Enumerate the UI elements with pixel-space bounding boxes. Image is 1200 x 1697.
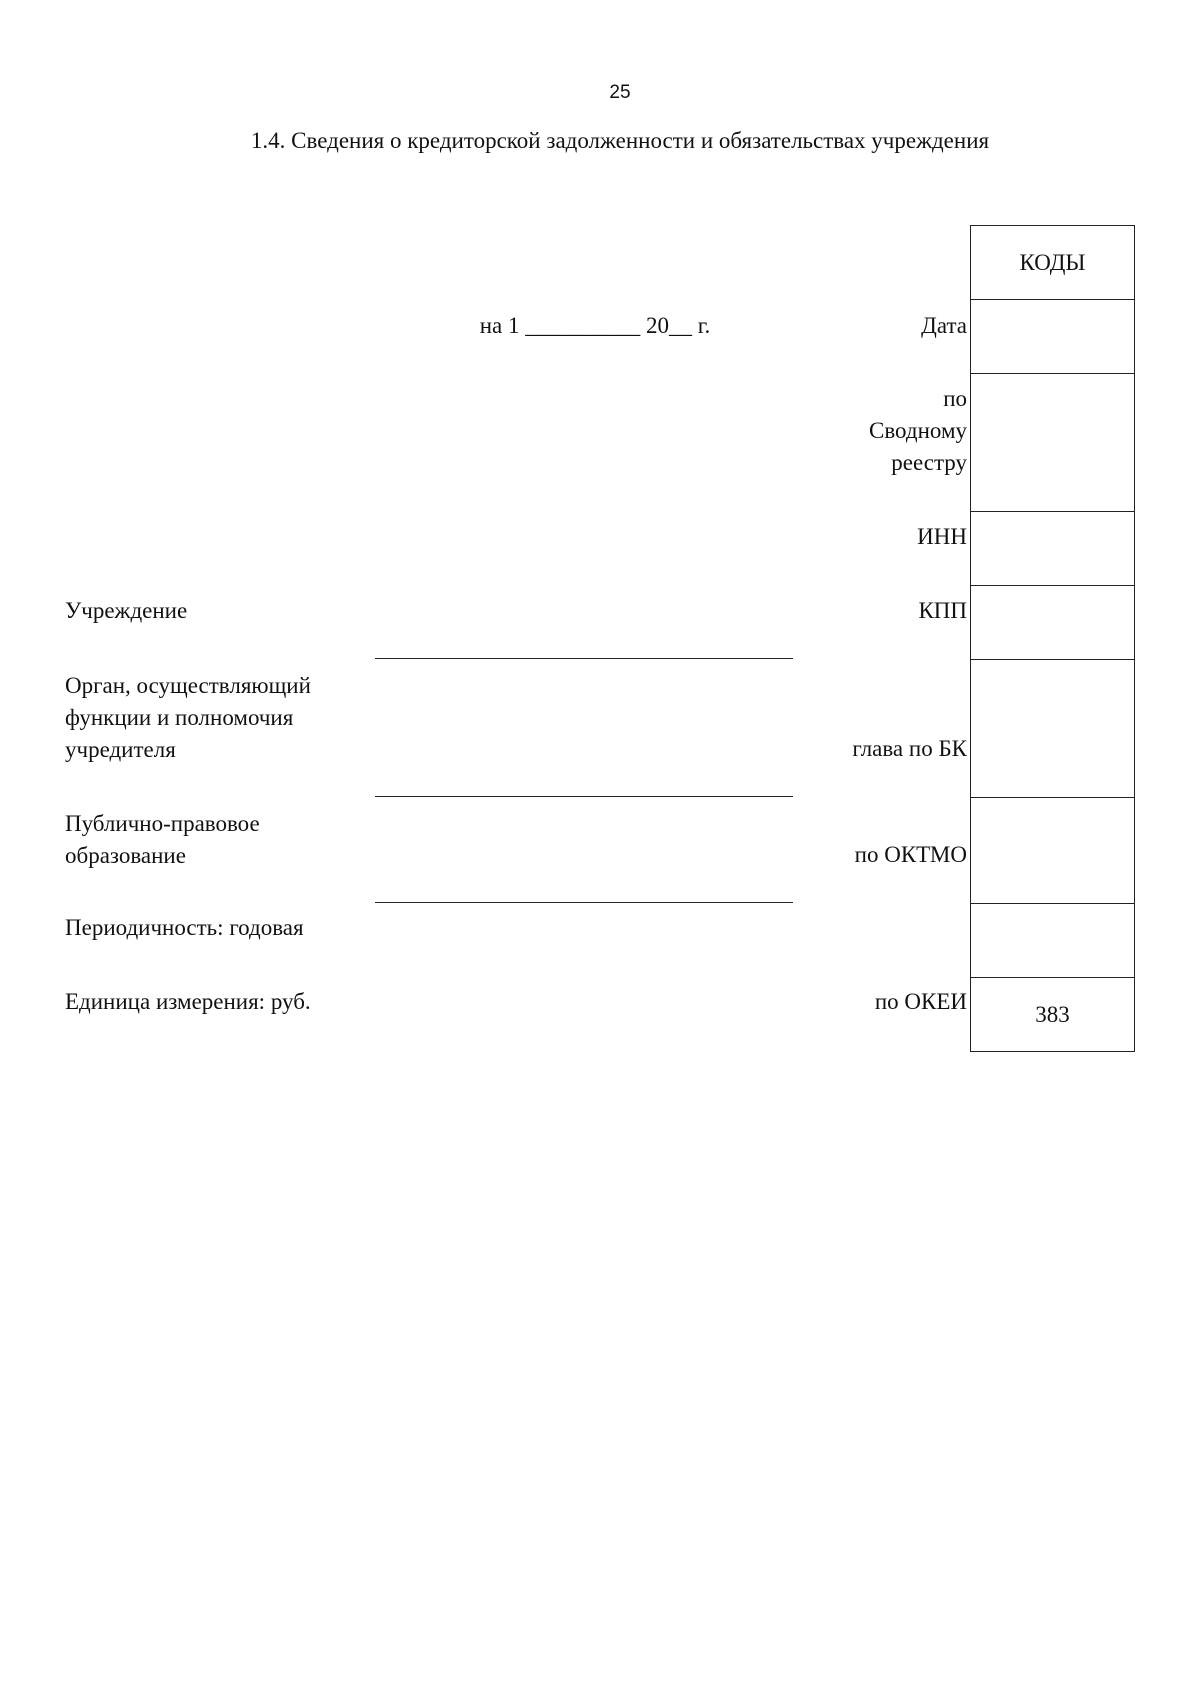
periodicity-code-cell[interactable] (971, 904, 1134, 978)
codes-header: КОДЫ (971, 226, 1134, 300)
oktmo-code-label: по ОКТМО (854, 842, 967, 867)
founder-body-entry-line[interactable] (375, 796, 793, 797)
okei-code-cell[interactable]: 383 (971, 978, 1134, 1052)
registry-code-label: по Сводному реестру (868, 386, 967, 475)
founder-body-label: Орган, осуществляющий функции и полномочия учредителя (65, 673, 311, 762)
public-entity-label: Публично-правовое образование (65, 811, 260, 868)
institution-entry-line[interactable] (375, 658, 793, 659)
form-title: 1.4. Сведения о кредиторской задолженности и обязательствах учреждения (250, 128, 990, 153)
inn-code-cell[interactable] (971, 512, 1134, 586)
public-entity-entry-line[interactable] (375, 902, 793, 903)
date-code-label: Дата (921, 313, 967, 338)
okei-code-label: по ОКЕИ (874, 989, 967, 1014)
bk-code-cell[interactable] (971, 660, 1134, 798)
bk-code-label: глава по БК (852, 736, 967, 761)
codes-table (970, 225, 1135, 1052)
report-date-line: на 1 __________ 20__ г. (479, 313, 711, 338)
kpp-code-label: КПП (918, 598, 967, 623)
oktmo-code-cell[interactable] (971, 798, 1134, 904)
date-code-cell[interactable] (971, 300, 1134, 374)
unit-label: Единица измерения: руб. (65, 989, 311, 1014)
kpp-code-cell[interactable] (971, 586, 1134, 660)
inn-code-label: ИНН (917, 524, 967, 549)
registry-code-cell[interactable] (971, 374, 1134, 512)
periodicity-label: Периодичность: годовая (65, 915, 304, 940)
page-number: 25 (609, 82, 631, 103)
institution-label: Учреждение (65, 598, 188, 623)
